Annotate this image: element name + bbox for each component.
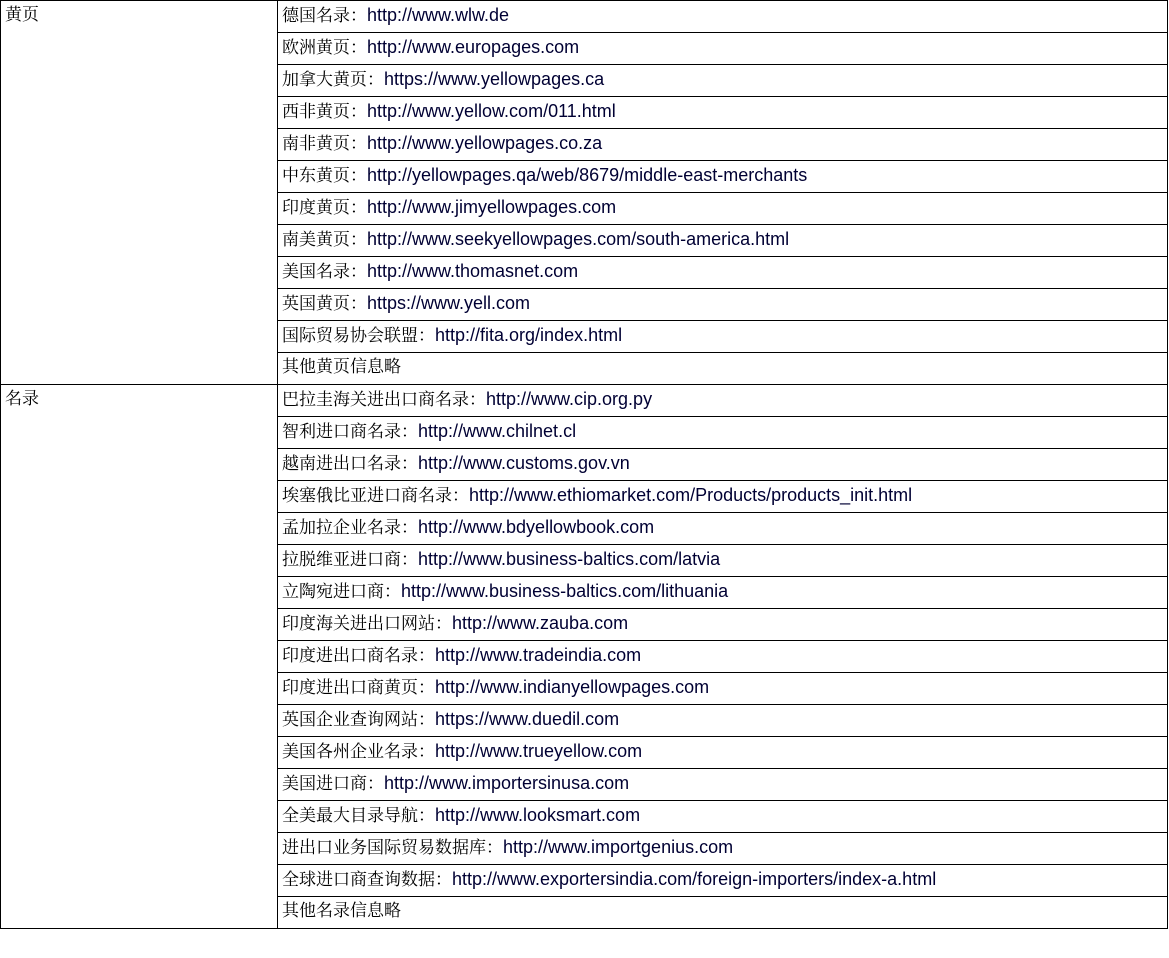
entry-label: 印度黄页： (282, 198, 367, 218)
entry-cell (278, 321, 1168, 353)
entry-cell (278, 769, 1168, 801)
entry-label: 巴拉圭海关进出口商名录： (282, 390, 486, 410)
entry-cell (278, 513, 1168, 545)
entry-label: 全球进口商查询数据： (282, 870, 452, 890)
entry-cell (278, 161, 1168, 193)
entry-cell (278, 833, 1168, 865)
entry-label: 美国各州企业名录： (282, 742, 435, 762)
entry-url-link[interactable]: http://www.chilnet.cl (418, 421, 577, 441)
entry-url-link[interactable]: http://www.europages.com (367, 37, 580, 57)
entry-url-link[interactable]: http://www.jimyellowpages.com (367, 197, 617, 217)
entry-url-link[interactable]: https://www.yellowpages.ca (384, 69, 605, 89)
entry-cell (278, 737, 1168, 769)
entry-label: 全美最大目录导航： (282, 806, 435, 826)
entry-url-link[interactable]: http://www.importgenius.com (503, 837, 734, 857)
entry-url-link[interactable]: http://www.ethiomarket.com/Products/products_init.html (469, 485, 913, 505)
entry-label: 越南进出口名录： (282, 454, 418, 474)
entry-url-link[interactable]: http://www.trueyellow.com (435, 741, 643, 761)
entry-label: 印度进出口商名录： (282, 646, 435, 666)
entry-url-link[interactable]: http://www.business-baltics.com/lithuania (401, 581, 729, 601)
entry-cell (278, 801, 1168, 833)
entry-cell (278, 449, 1168, 481)
entry-label: 德国名录： (282, 6, 367, 26)
entry-cell (278, 97, 1168, 129)
entry-cell (278, 865, 1168, 897)
entry-cell (278, 609, 1168, 641)
entry-url-link[interactable]: http://www.exportersindia.com/foreign-importers/index-a.html (452, 869, 937, 889)
entry-url-link[interactable]: https://www.yell.com (367, 293, 531, 313)
entry-label: 埃塞俄比亚进口商名录： (282, 486, 469, 506)
entry-cell (278, 65, 1168, 97)
entry-label: 西非黄页： (282, 102, 367, 122)
entry-cell (278, 897, 1168, 929)
entry-url-link[interactable]: http://www.indianyellowpages.com (435, 677, 710, 697)
entry-url-link[interactable]: https://www.duedil.com (435, 709, 620, 729)
entry-label: 拉脱维亚进口商： (282, 550, 418, 570)
entry-label: 英国黄页： (282, 294, 367, 314)
entry-label: 中东黄页： (282, 166, 367, 186)
entry-label: 印度进出口商黄页： (282, 678, 435, 698)
entry-url-link[interactable]: http://www.bdyellowbook.com (418, 517, 655, 537)
entry-cell (278, 385, 1168, 417)
entry-label: 印度海关进出口网站： (282, 614, 452, 634)
directory-table-body (1, 1, 1168, 929)
entry-url-link[interactable]: http://www.cip.org.py (486, 389, 653, 409)
entry-url-link[interactable]: http://www.yellowpages.co.za (367, 133, 603, 153)
entry-label: 国际贸易协会联盟： (282, 326, 435, 346)
entry-cell (278, 577, 1168, 609)
entry-cell (278, 641, 1168, 673)
entry-url-link[interactable]: http://www.thomasnet.com (367, 261, 579, 281)
entry-cell (278, 481, 1168, 513)
entry-label: 英国企业查询网站： (282, 710, 435, 730)
category-cell: 黄页 (1, 1, 278, 385)
category-cell: 名录 (1, 385, 278, 929)
entry-label: 欧洲黄页： (282, 38, 367, 58)
entry-label: 立陶宛进口商： (282, 582, 401, 602)
entry-label: 其他名录信息略 (282, 901, 401, 921)
entry-url-link[interactable]: http://www.zauba.com (452, 613, 629, 633)
entry-cell (278, 353, 1168, 385)
entry-label: 美国名录： (282, 262, 367, 282)
entry-label: 南美黄页： (282, 230, 367, 250)
entry-url-link[interactable]: http://www.business-baltics.com/latvia (418, 549, 721, 569)
entry-url-link[interactable]: http://fita.org/index.html (435, 325, 623, 345)
entry-url-link[interactable]: http://www.looksmart.com (435, 805, 641, 825)
entry-cell (278, 225, 1168, 257)
entry-cell (278, 673, 1168, 705)
entry-label: 孟加拉企业名录： (282, 518, 418, 538)
entry-url-link[interactable]: http://www.wlw.de (367, 5, 510, 25)
entry-url-link[interactable]: http://www.yellow.com/011.html (367, 101, 616, 121)
table-row (1, 1, 1168, 33)
entry-cell (278, 33, 1168, 65)
entry-label: 南非黄页： (282, 134, 367, 154)
entry-cell (278, 129, 1168, 161)
entry-label: 其他黄页信息略 (282, 357, 401, 377)
table-row (1, 385, 1168, 417)
entry-cell (278, 705, 1168, 737)
entry-url-link[interactable]: http://www.tradeindia.com (435, 645, 642, 665)
entry-cell (278, 1, 1168, 33)
entry-url-link[interactable]: http://www.importersinusa.com (384, 773, 630, 793)
entry-label: 加拿大黄页： (282, 70, 384, 90)
entry-label: 美国进口商： (282, 774, 384, 794)
entry-cell (278, 417, 1168, 449)
entry-label: 进出口业务国际贸易数据库： (282, 838, 503, 858)
entry-cell (278, 545, 1168, 577)
entry-cell (278, 193, 1168, 225)
entry-cell (278, 257, 1168, 289)
entry-url-link[interactable]: http://www.seekyellowpages.com/south-america.html (367, 229, 790, 249)
entry-label: 智利进口商名录： (282, 422, 418, 442)
entry-cell (278, 289, 1168, 321)
entry-url-link[interactable]: http://www.customs.gov.vn (418, 453, 630, 473)
entry-url-link[interactable]: http://yellowpages.qa/web/8679/middle-east-merchants (367, 165, 808, 185)
